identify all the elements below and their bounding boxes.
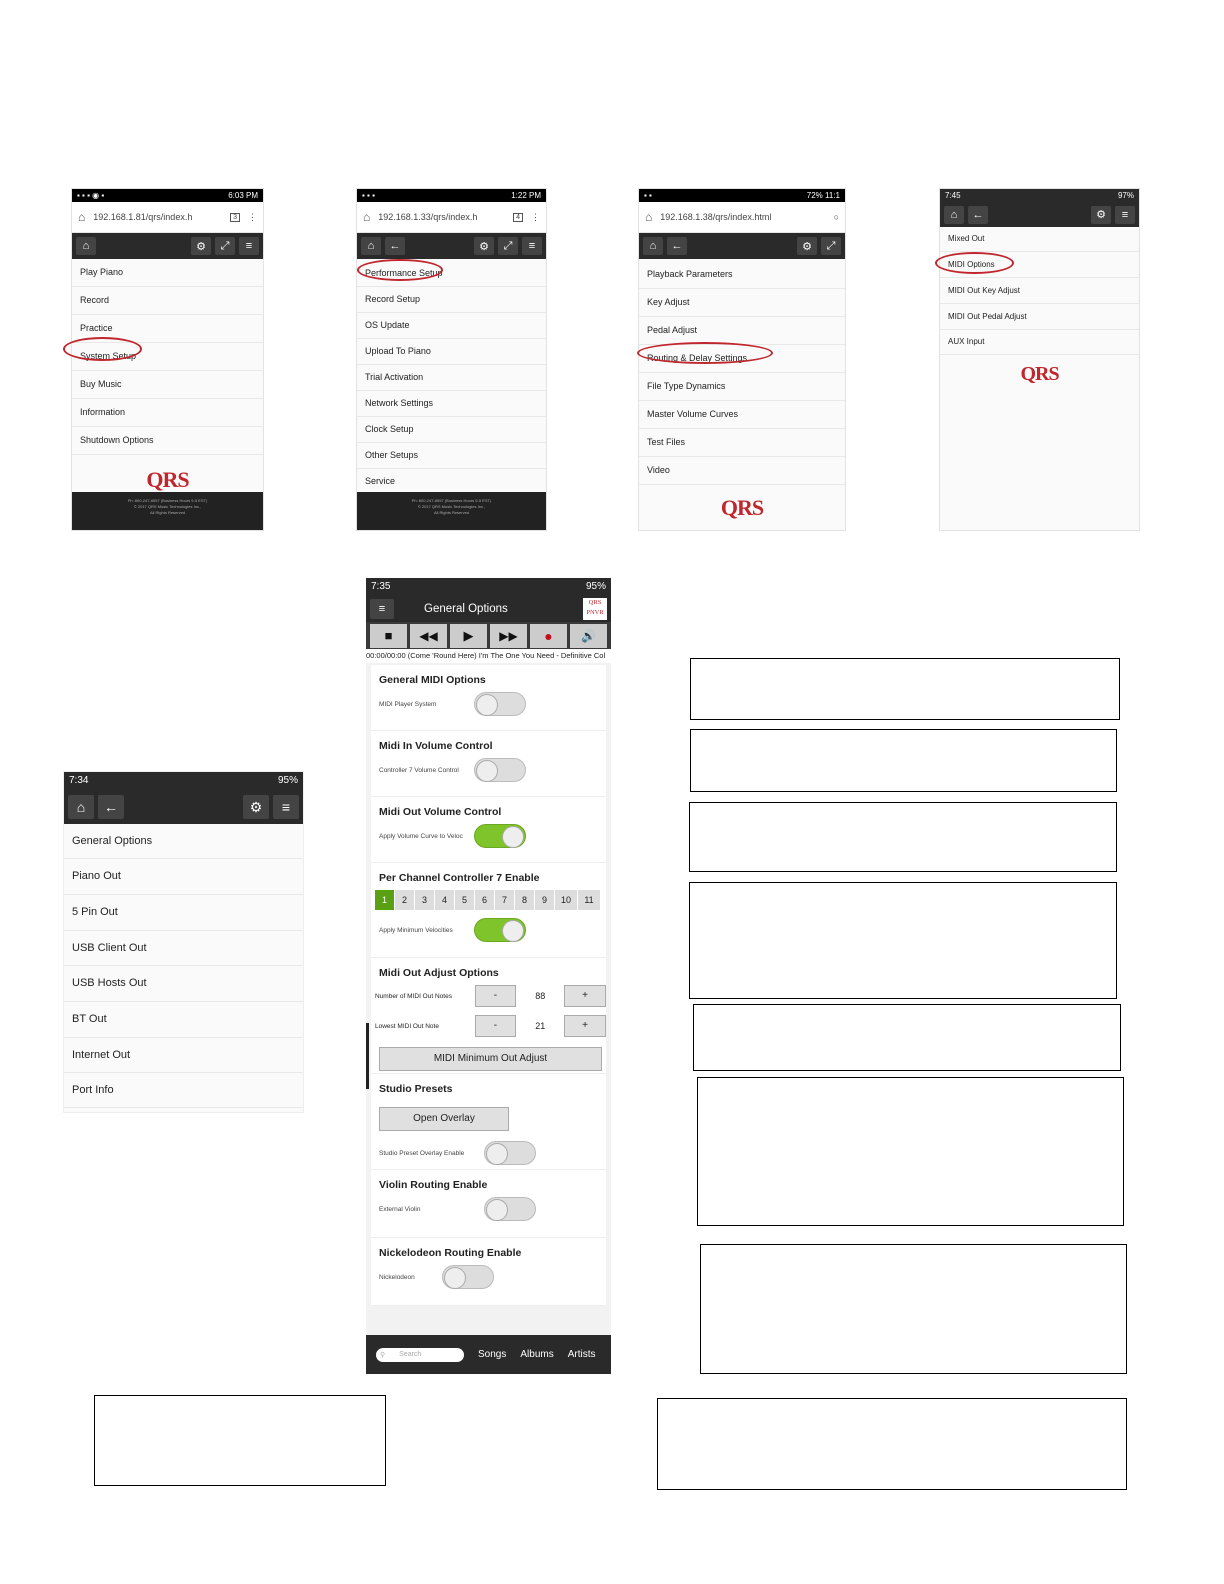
setup-menu: [357, 259, 546, 495]
home-icon[interactable]: ⌂: [643, 237, 663, 255]
play-button[interactable]: ▶: [450, 624, 487, 648]
reload-icon[interactable]: ○: [833, 212, 839, 222]
open-overlay-button[interactable]: Open Overlay: [379, 1107, 509, 1131]
fast-forward-button[interactable]: ▶▶: [490, 624, 527, 648]
increment-button[interactable]: +: [564, 1015, 606, 1037]
section-heading: Midi Out Volume Control: [379, 806, 502, 818]
section-midi-out-volume: [371, 797, 606, 863]
lowest-note-stepper: [371, 1007, 606, 1037]
more-icon[interactable]: ⋮: [531, 211, 540, 222]
tab-count[interactable]: 3: [230, 213, 240, 222]
status-time: 7:34: [69, 775, 89, 786]
annotation-box: [689, 802, 1117, 872]
menu-item-practice[interactable]: Practice: [72, 315, 263, 343]
phone-screen-midi-options: [63, 771, 304, 1113]
menu-item-buy-music[interactable]: Buy Music: [72, 371, 263, 399]
channel-selector: [371, 888, 606, 910]
section-midi-in-volume: [371, 731, 606, 797]
tab-artists[interactable]: Artists: [567, 1349, 596, 1360]
section-heading: Midi In Volume Control: [379, 740, 493, 752]
section-heading: Midi Out Adjust Options: [379, 967, 499, 979]
menu-item-midi-out-pedal-adjust[interactable]: MIDI Out Pedal Adjust: [940, 304, 1139, 330]
annotation-box: [94, 1395, 386, 1486]
stepper-label: Number of MIDI Out Notes: [375, 992, 452, 1000]
menu-item-record-setup[interactable]: Record Setup: [357, 287, 546, 313]
channel-button[interactable]: 2: [395, 890, 414, 910]
annotation-box: [697, 1077, 1124, 1226]
url-bar[interactable]: [72, 202, 263, 233]
status-bar: ▪ ▪ 72% 11:1: [639, 189, 845, 202]
menu-item-upload-to-piano[interactable]: Upload To Piano: [357, 339, 546, 365]
home-icon[interactable]: ⌂: [361, 237, 381, 255]
menu-item-internet-out[interactable]: Internet Out: [64, 1038, 303, 1073]
menu-item-port-info[interactable]: Port Info: [64, 1073, 303, 1108]
section-per-channel: [371, 863, 606, 958]
channel-button[interactable]: 8: [515, 890, 534, 910]
status-bar: [940, 189, 1139, 202]
menu-item-network-settings[interactable]: Network Settings: [357, 391, 546, 417]
menu-icon[interactable]: ≡: [1115, 206, 1135, 224]
url-text[interactable]: 192.168.1.38/qrs/index.html: [660, 212, 772, 222]
channel-button[interactable]: 3: [415, 890, 434, 910]
section-heading: Nickelodeon Routing Enable: [379, 1247, 522, 1259]
menu-item-mixed-out[interactable]: Mixed Out: [940, 227, 1139, 252]
status-bar: ▪ ▪ ▪ ◉ ▪ 6:03 PM: [72, 189, 263, 202]
status-bar: ▪ ▪ ▪ 1:22 PM: [357, 189, 546, 202]
home-icon[interactable]: ⌂: [78, 210, 86, 224]
scroll-indicator: [366, 1023, 369, 1089]
menu-item-bt-out[interactable]: BT Out: [64, 1002, 303, 1038]
menu-item-piano-out[interactable]: Piano Out: [64, 859, 303, 895]
gear-icon[interactable]: ⚙: [797, 237, 817, 255]
phone-screen-routing: [939, 188, 1140, 531]
menu-item-other-setups[interactable]: Other Setups: [357, 443, 546, 469]
status-time: 7:35: [371, 581, 391, 592]
fullscreen-icon[interactable]: ⤢: [215, 237, 235, 255]
toolbar: [940, 202, 1139, 227]
stop-button[interactable]: ■: [370, 624, 407, 648]
performance-menu: [639, 259, 845, 485]
nickelodeon-toggle[interactable]: [442, 1265, 494, 1289]
decrement-button[interactable]: -: [475, 1015, 517, 1037]
annotation-box: [657, 1398, 1127, 1490]
back-arrow-icon[interactable]: ←: [385, 237, 405, 255]
toolbar: [357, 233, 546, 259]
status-time: 1:22 PM: [511, 191, 541, 200]
annotation-box: [689, 882, 1117, 999]
channel-button[interactable]: 6: [475, 890, 494, 910]
toolbar: [64, 790, 303, 824]
section-heading: Per Channel Controller 7 Enable: [379, 872, 540, 884]
menu-item-midi-out-key-adjust[interactable]: MIDI Out Key Adjust: [940, 278, 1139, 304]
external-violin-toggle[interactable]: [484, 1197, 536, 1221]
status-battery: 97%: [1117, 191, 1134, 200]
home-icon[interactable]: ⌂: [645, 210, 653, 224]
section-midi-out-adjust: [371, 958, 606, 1074]
toggle-label: External Violin: [379, 1205, 421, 1213]
menu-item-usb-client-out[interactable]: USB Client Out: [64, 931, 303, 966]
bottom-bar: [366, 1335, 611, 1374]
tab-albums[interactable]: Albums: [520, 1349, 554, 1360]
menu-item-performance-setup[interactable]: Performance Setup: [357, 261, 546, 287]
qrs-logo: QRS: [720, 495, 764, 520]
menu-item-service[interactable]: Service: [357, 469, 546, 495]
menu-item-file-type-dynamics[interactable]: File Type Dynamics: [639, 373, 845, 401]
menu-item-key-adjust[interactable]: Key Adjust: [639, 289, 845, 317]
midi-options-menu: [64, 824, 303, 1108]
search-icon: ⚲: [380, 1351, 386, 1359]
record-button[interactable]: ●: [530, 624, 567, 648]
home-icon[interactable]: ⌂: [363, 210, 371, 224]
url-bar[interactable]: [357, 202, 546, 233]
highlight-circle: [637, 342, 773, 364]
midi-player-system-toggle[interactable]: [474, 692, 526, 716]
controller7-volume-toggle[interactable]: [474, 758, 526, 782]
highlight-circle: [935, 252, 1014, 274]
channel-button[interactable]: 7: [495, 890, 514, 910]
routing-menu: [940, 227, 1139, 355]
status-battery: 95%: [585, 581, 606, 592]
phone-screen-system-setup: [356, 188, 547, 531]
url-text[interactable]: 192.168.1.33/qrs/index.h: [378, 212, 478, 222]
title-bar: [366, 596, 611, 622]
qrs-logo: QRS: [146, 467, 189, 492]
page-title: General Options: [424, 603, 508, 615]
home-icon[interactable]: ⌂: [68, 795, 94, 819]
back-arrow-icon[interactable]: ←: [98, 795, 124, 819]
menu-item-clock-setup[interactable]: Clock Setup: [357, 417, 546, 443]
section-heading: General MIDI Options: [379, 674, 486, 686]
menu-item-record[interactable]: Record: [72, 287, 263, 315]
status-time: 72% 11:1: [806, 191, 840, 200]
menu-item-video[interactable]: Video: [639, 457, 845, 485]
menu-item-trial-activation[interactable]: Trial Activation: [357, 365, 546, 391]
fullscreen-icon[interactable]: ⤢: [821, 237, 841, 255]
toggle-label: Controller 7 Volume Control: [379, 766, 459, 774]
qrs-logo: QRS: [1020, 363, 1059, 385]
menu-icon[interactable]: ≡: [522, 237, 542, 255]
options-panel: [371, 665, 606, 1306]
toolbar: [72, 233, 263, 259]
toggle-label: Apply Minimum Velocities: [379, 926, 453, 934]
status-battery: 95%: [277, 775, 298, 786]
status-time: 7:45: [945, 191, 961, 200]
menu-item-information[interactable]: Information: [72, 399, 263, 427]
footer: [72, 492, 263, 530]
highlight-circle: [63, 337, 142, 361]
channel-button[interactable]: 5: [455, 890, 474, 910]
menu-item-playback-parameters[interactable]: Playback Parameters: [639, 261, 845, 289]
menu-item-routing-delay[interactable]: Routing & Delay Settings: [639, 345, 845, 373]
menu-item-aux-input[interactable]: AUX Input: [940, 330, 1139, 355]
menu-icon[interactable]: ≡: [370, 599, 394, 619]
status-time: 6:03 PM: [228, 191, 258, 200]
footer-copyright: © 2017 QRS Music Technologies Inc.,: [417, 504, 486, 509]
status-bar: [366, 578, 611, 596]
decrement-button[interactable]: -: [475, 985, 517, 1007]
rewind-button[interactable]: ◀◀: [410, 624, 447, 648]
annotation-box: [700, 1244, 1127, 1374]
tab-songs[interactable]: Songs: [478, 1349, 507, 1360]
footer-phone: Ph: 800-247-6557 (Business Hours 9-5 EST): [127, 498, 208, 503]
toggle-label: Studio Preset Overlay Enable: [379, 1149, 465, 1157]
studio-preset-overlay-toggle[interactable]: [484, 1141, 536, 1165]
gear-icon[interactable]: ⚙: [474, 237, 494, 255]
menu-item-pedal-adjust[interactable]: Pedal Adjust: [639, 317, 845, 345]
menu-item-master-volume-curves[interactable]: Master Volume Curves: [639, 401, 845, 429]
section-heading: Violin Routing Enable: [379, 1179, 488, 1191]
menu-item-os-update[interactable]: OS Update: [357, 313, 546, 339]
annotation-box: [693, 1004, 1121, 1071]
section-studio-presets: [371, 1074, 606, 1170]
menu-item-system-setup[interactable]: System Setup: [72, 343, 263, 371]
more-icon[interactable]: ⋮: [248, 211, 257, 222]
section-violin-routing: [371, 1170, 606, 1238]
min-velocities-toggle[interactable]: [474, 918, 526, 942]
menu-item-midi-options[interactable]: MIDI Options: [940, 252, 1139, 278]
back-arrow-icon[interactable]: ←: [968, 206, 988, 224]
qrs-badge: QRS PNVR: [583, 598, 607, 620]
now-playing: 00:00/00:00 (Come 'Round Here) I'm The One You Need - Definitive Col: [366, 649, 611, 663]
gear-icon[interactable]: ⚙: [1091, 206, 1111, 224]
transport-bar: [366, 622, 611, 649]
menu-item-test-files[interactable]: Test Files: [639, 429, 845, 457]
phone-screen-general-options: [366, 578, 611, 1374]
volume-curve-toggle[interactable]: [474, 824, 526, 848]
stepper-value[interactable]: 88: [535, 991, 546, 1001]
home-icon[interactable]: ⌂: [944, 206, 964, 224]
back-arrow-icon[interactable]: ←: [667, 237, 687, 255]
menu-item-play-piano[interactable]: Play Piano: [72, 259, 263, 287]
num-notes-stepper: [371, 983, 606, 1007]
search-box[interactable]: [376, 1348, 464, 1362]
menu-item-usb-hosts-out[interactable]: USB Hosts Out: [64, 966, 303, 1002]
footer-rights: All Rights Reserved: [149, 510, 186, 515]
fullscreen-icon[interactable]: ⤢: [498, 237, 518, 255]
gear-icon[interactable]: ⚙: [243, 795, 269, 819]
menu-item-5-pin-out[interactable]: 5 Pin Out: [64, 895, 303, 931]
channel-button[interactable]: 9: [535, 890, 554, 910]
search-placeholder: Search: [399, 1351, 422, 1358]
stepper-label: Lowest MIDI Out Note: [375, 1022, 439, 1030]
toggle-label: Apply Volume Curve to Veloc: [379, 832, 463, 840]
annotation-box: [690, 658, 1120, 720]
url-bar[interactable]: [639, 202, 845, 233]
volume-button[interactable]: 🔊: [570, 624, 607, 648]
section-heading: Studio Presets: [379, 1083, 453, 1095]
toolbar: [639, 233, 845, 259]
toggle-label: Nickelodeon: [379, 1273, 415, 1281]
highlight-circle: [357, 259, 443, 281]
menu-icon[interactable]: ≡: [273, 795, 299, 819]
footer: [357, 492, 546, 530]
url-text[interactable]: 192.168.1.81/qrs/index.h: [93, 212, 193, 222]
channel-button[interactable]: 10: [555, 890, 577, 910]
section-nickelodeon-routing: [371, 1238, 606, 1306]
toggle-label: MIDI Player System: [379, 700, 437, 708]
channel-button[interactable]: 1: [375, 890, 394, 910]
tab-count[interactable]: 4: [513, 213, 523, 222]
channel-button[interactable]: 11: [578, 890, 600, 910]
status-bar: [64, 772, 303, 790]
channel-button[interactable]: 4: [435, 890, 454, 910]
footer-phone: Ph: 800-247-6557 (Business Hours 9-5 EST): [411, 498, 492, 503]
stepper-value[interactable]: 21: [535, 1021, 546, 1031]
menu-icon[interactable]: ≡: [239, 237, 259, 255]
menu-item-shutdown-options[interactable]: Shutdown Options: [72, 427, 263, 455]
annotation-box: [690, 729, 1117, 792]
gear-icon[interactable]: ⚙: [191, 237, 211, 255]
footer-rights: All Rights Reserved: [433, 510, 470, 515]
footer-copyright: © 2017 QRS Music Technologies Inc.,: [133, 504, 202, 509]
menu-item-general-options[interactable]: General Options: [64, 824, 303, 859]
midi-minimum-out-adjust-button[interactable]: MIDI Minimum Out Adjust: [379, 1047, 602, 1071]
section-general-midi: [371, 665, 606, 731]
home-icon[interactable]: ⌂: [76, 237, 96, 255]
increment-button[interactable]: +: [564, 985, 606, 1007]
